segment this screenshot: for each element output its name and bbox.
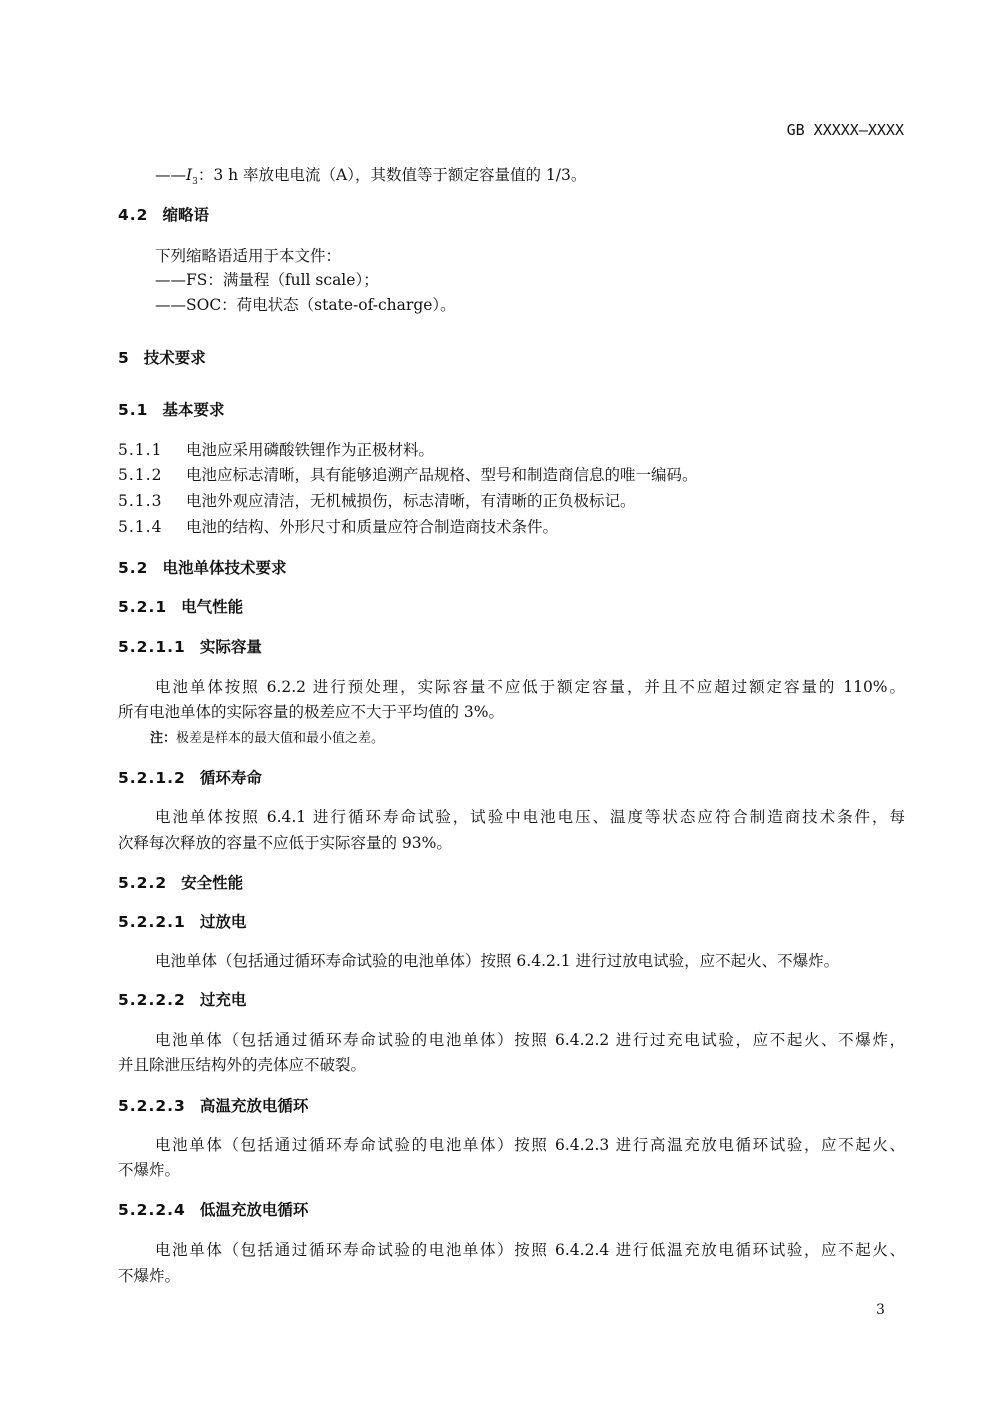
section-title: 缩略语 xyxy=(162,206,209,224)
section-number: 5.1 xyxy=(118,401,149,419)
clause-5-1-1 xyxy=(118,440,434,460)
paragraph-line: 不爆炸。 xyxy=(118,1267,181,1285)
heading-5-2-1-1 xyxy=(118,637,262,657)
section-title: 安全性能 xyxy=(181,874,244,892)
heading-5-2-2 xyxy=(118,873,243,893)
section-number: 4.2 xyxy=(118,206,149,224)
section-number: 5.2.2.4 xyxy=(118,1201,186,1219)
section-title: 循环寿命 xyxy=(199,769,262,787)
section-title: 实际容量 xyxy=(199,638,262,656)
section-title: 基本要求 xyxy=(162,401,225,419)
section-title: 高温充放电循环 xyxy=(199,1097,309,1115)
section-number: 5.2.1.2 xyxy=(118,769,186,787)
page-number: 3 xyxy=(876,1302,885,1318)
heading-5-1 xyxy=(118,400,224,420)
clause-5-1-3 xyxy=(118,491,636,511)
section-number: 5.2.1 xyxy=(118,598,168,616)
heading-5-2-2-3 xyxy=(118,1096,308,1116)
note-label: 注： xyxy=(150,731,177,746)
section-number: 5.2.2.2 xyxy=(118,991,186,1009)
paragraph-line: 不爆炸。 xyxy=(118,1161,181,1179)
symbol-subscript: 3 xyxy=(192,177,198,188)
heading-4-2 xyxy=(118,205,209,225)
heading-5-2-2-1 xyxy=(118,912,246,932)
paragraph-line: 电池单体按照 6.4.1 进行循环寿命试验，试验中电池电压、温度等状态应符合制造商技术条件，每 xyxy=(155,808,905,826)
section-number: 5.2.2.1 xyxy=(118,913,186,931)
paragraph-line: 电池单体按照 6.2.2 进行预处理，实际容量不应低于额定容量，并且不应超过额定容量的 110%。 xyxy=(155,678,905,696)
note xyxy=(150,729,384,749)
paragraph-line: 电池单体（包括通过循环寿命试验的电池单体）按照 6.4.2.2 进行过充电试验，应不起火、不爆炸， xyxy=(155,1031,905,1049)
dash: —— xyxy=(155,166,186,184)
clause-number: 5.1.2 xyxy=(118,466,163,484)
heading-5-2-1 xyxy=(118,597,243,617)
symbol: I xyxy=(186,166,193,184)
paragraph-line: 电池单体（包括通过循环寿命试验的电池单体）按照 6.4.2.1 进行过放电试验，应不起火、不爆炸。 xyxy=(155,952,840,970)
section-number: 5.2.2.3 xyxy=(118,1097,186,1115)
section-title: 电池单体技术要求 xyxy=(162,559,287,577)
definition-text: ：3 h 率放电电流（A），其数值等于额定容量值的 1/3。 xyxy=(197,166,587,184)
paragraph-line: 电池单体（包括通过循环寿命试验的电池单体）按照 6.4.2.3 进行高温充放电循环试验，应不起火、 xyxy=(155,1136,905,1154)
clause-number: 5.1.1 xyxy=(118,441,163,459)
note-text: 极差是样本的最大值和最小值之差。 xyxy=(176,731,385,746)
clause-text: 电池外观应清洁，无机械损伤，标志清晰，有清晰的正负极标记。 xyxy=(186,492,636,510)
section-number: 5 xyxy=(118,349,130,367)
list-item: ——FS：满量程（full scale）； xyxy=(155,271,379,289)
paragraph-line: 电池单体（包括通过循环寿命试验的电池单体）按照 6.4.2.4 进行低温充放电循环试验，应不起火、 xyxy=(155,1241,905,1259)
heading-5-2 xyxy=(118,558,286,578)
paragraph-line: 所有电池单体的实际容量的极差应不大于平均值的 3%。 xyxy=(118,703,505,721)
section-number: 5.2.2 xyxy=(118,874,168,892)
section-number: 5.2 xyxy=(118,559,149,577)
symbol-definition xyxy=(155,165,586,192)
clause-5-1-2 xyxy=(118,465,698,485)
section-title: 低温充放电循环 xyxy=(199,1201,309,1219)
heading-5-2-2-4 xyxy=(118,1200,308,1220)
clause-5-1-4 xyxy=(118,517,558,537)
clause-number: 5.1.4 xyxy=(118,518,163,536)
clause-number: 5.1.3 xyxy=(118,492,163,510)
heading-5 xyxy=(118,348,206,368)
section-title: 过放电 xyxy=(199,913,247,931)
clause-text: 电池的结构、外形尺寸和质量应符合制造商技术条件。 xyxy=(186,518,559,536)
paragraph-line: 次释每次释放的容量不应低于实际容量的 93%。 xyxy=(118,834,452,852)
list-item: ——SOC：荷电状态（state-of-charge）。 xyxy=(155,296,456,314)
section-number: 5.2.1.1 xyxy=(118,638,186,656)
document-code: GB XXXXX—XXXX xyxy=(786,121,904,139)
section-title: 技术要求 xyxy=(143,349,206,367)
paragraph-line: 并且除泄压结构外的壳体应不破裂。 xyxy=(118,1056,367,1074)
section-title: 过充电 xyxy=(199,991,247,1009)
clause-text: 电池应采用磷酸铁锂作为正极材料。 xyxy=(186,441,435,459)
paragraph: 下列缩略语适用于本文件： xyxy=(155,247,342,265)
heading-5-2-1-2 xyxy=(118,768,262,788)
clause-text: 电池应标志清晰，具有能够追溯产品规格、型号和制造商信息的唯一编码。 xyxy=(186,466,698,484)
section-title: 电气性能 xyxy=(181,598,244,616)
heading-5-2-2-2 xyxy=(118,990,246,1010)
